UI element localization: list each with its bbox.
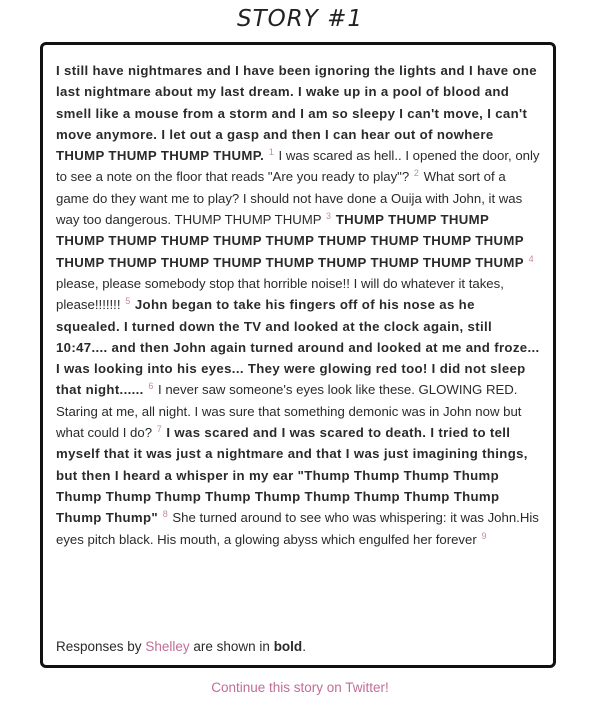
- segment-ref: 3: [326, 211, 332, 222]
- story-text: [56, 60, 540, 550]
- segment-ref: 4: [528, 253, 534, 264]
- note-prefix: Responses by: [56, 639, 142, 654]
- segment-ref: 6: [148, 381, 154, 392]
- note-suffix: .: [302, 639, 306, 654]
- segment-ref: 2: [413, 168, 419, 179]
- story-segment: What sort of a game do they want me to play? I should not have done a Ouija with John, it was way too dangerous. THUMP THUMP THUMP: [56, 169, 523, 228]
- segment-ref: 9: [481, 530, 487, 541]
- segment-ref: 7: [156, 424, 162, 435]
- note-middle: are shown in: [193, 639, 270, 654]
- story-segment: She turned around to see who was whispering: it was John.His eyes pitch black. His mouth, a glowing abyss which engulfed her forever: [56, 510, 539, 547]
- segment-ref: 5: [125, 296, 131, 307]
- author-name[interactable]: Shelley: [145, 639, 190, 654]
- segment-ref: 8: [162, 509, 168, 520]
- story-segment-bold: I still have nightmares and I have been ignoring the lights and I have one last nightmare about my last dream. I wake up in a pool of blood and smell like a mouse from a storm and I am so sleepy I can't move, I can't move anymore. I let out a gasp and then I can hear out of nowhere THUMP THUMP THUMP THUMP.: [56, 63, 537, 164]
- story-segment-bold: John began to take his fingers off of his nose as he squealed. I turned down the TV and looked at the clock again, still 10:47.... and then John again turned around and looked at me and froze... I was looking into his eyes... They were glowing red too! I did not sleep that night......: [56, 297, 540, 398]
- responses-note: [56, 639, 306, 654]
- story-segment-bold: THUMP THUMP THUMP THUMP THUMP THUMP THUMP THUMP THUMP THUMP THUMP THUMP THUMP THUMP THUMP THUMP THUMP THUMP THUMP THUMP THUMP: [56, 212, 524, 270]
- segment-ref: 1: [268, 147, 274, 158]
- page-title: STORY #1: [237, 6, 363, 32]
- story-segment: please, please somebody stop that horrible noise!! I will do whatever it takes, please!!!!!!!: [56, 275, 504, 313]
- story-segment-bold: I was scared and I was scared to death. I tried to tell myself that it was just a nightmare and that I was just imagining things, but then I heard a whisper in my ear "Thump Thump Thump Thump Thump Thump Thump Thump Thump Thump Thump Thump Thump Thump Thump": [56, 425, 528, 526]
- story-card: [40, 42, 556, 668]
- story-segment: I never saw someone's eyes look like these. GLOWING RED. Staring at me, all night. I was sure that something demonic was in John now but what could I do?: [56, 382, 522, 441]
- continue-on-twitter-link[interactable]: Continue this story on Twitter!: [211, 680, 389, 695]
- note-emphasis: bold: [273, 639, 303, 654]
- story-segment: I was scared as hell.. I opened the door, only to see a note on the floor that reads "Are you ready to play"?: [56, 148, 540, 185]
